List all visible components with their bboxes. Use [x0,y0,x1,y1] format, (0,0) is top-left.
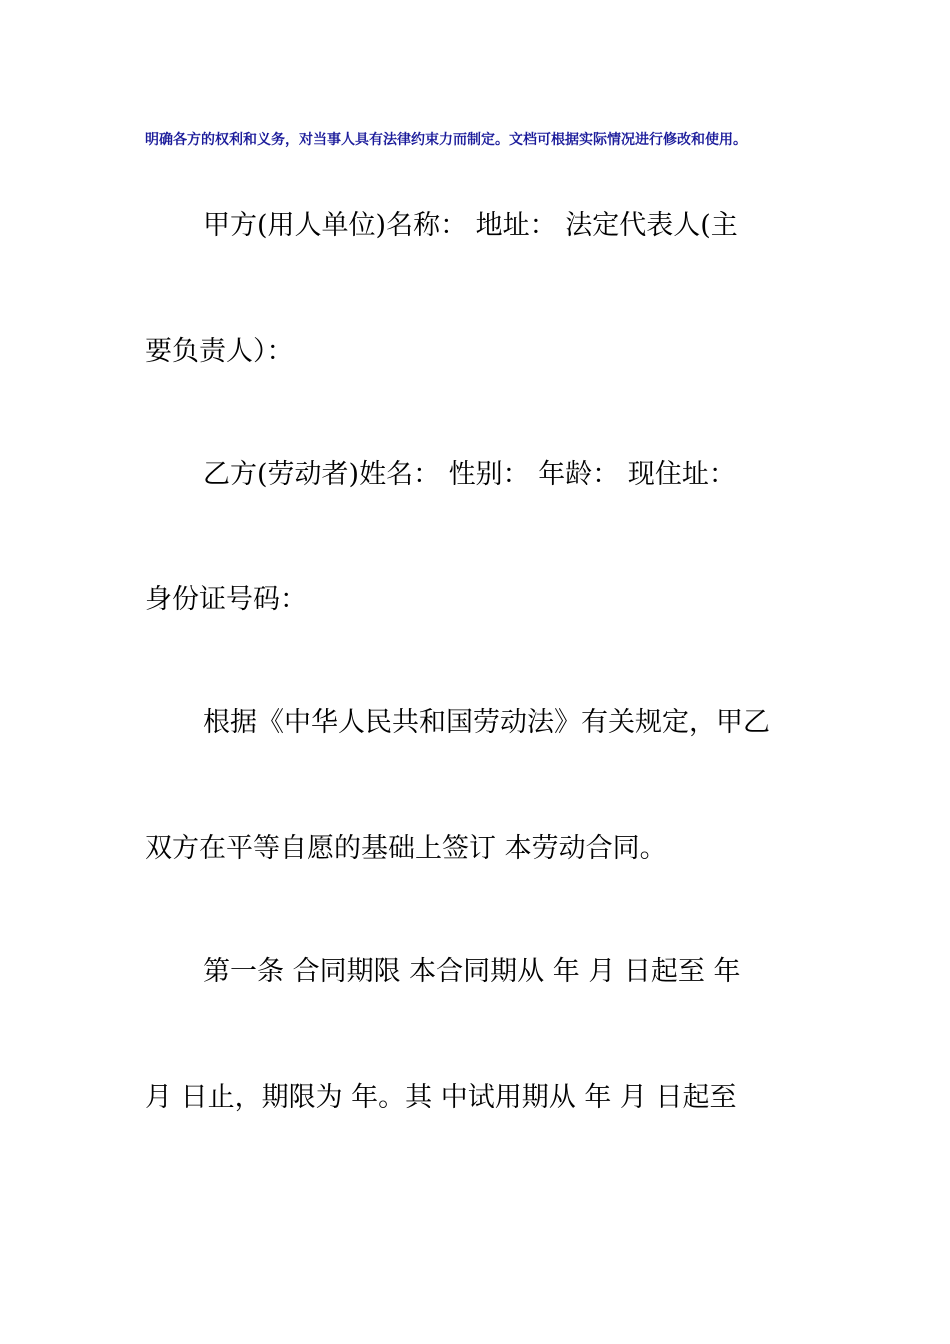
party-a-line-2: 要负责人）： [145,336,294,367]
preamble-line-2: 双方在平等自愿的基础上签订 本劳动合同。 [145,833,667,864]
article-1-line-1: 第一条 合同期限 本合同期从 年 月 日起至 年 [203,956,741,987]
party-b-line-1: 乙方(劳动者)姓名： 性别： 年龄： 现住址： [203,459,736,490]
preamble-line-1: 根据《中华人民共和国劳动法》有关规定，甲乙 [203,707,770,738]
party-b-line-2: 身份证号码： [145,584,307,615]
article-1-line-2: 月 日止，期限为 年。其 中试用期从 年 月 日起至 [145,1082,737,1113]
party-a-line-1: 甲方(用人单位)名称： 地址： 法定代表人(主 [203,210,738,241]
document-notice: 明确各方的权利和义务，对当事人具有法律约束力而制定。文档可根据实际情况进行修改和使用。 [145,132,747,148]
